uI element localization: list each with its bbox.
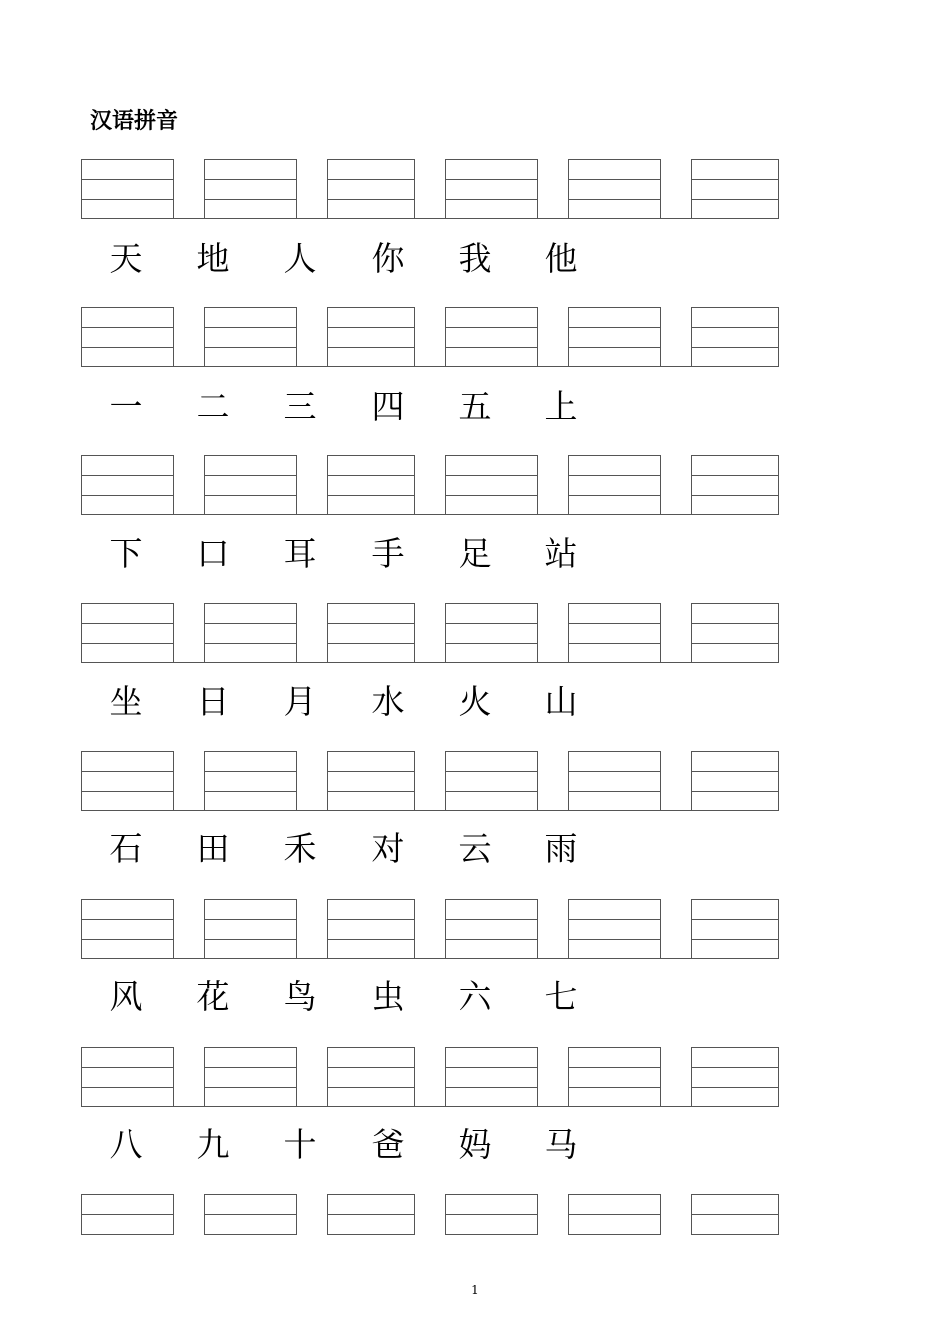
hanzi-character: 妈 [458,1125,492,1164]
box-guide-line [569,327,660,328]
hanzi-character: 十 [283,1125,317,1164]
box-guide-line [328,1087,414,1088]
hanzi-character: 人 [283,239,317,278]
hanzi-character: 对 [371,829,405,868]
box-guide-line [82,1067,173,1068]
hanzi-character: 他 [544,239,578,278]
box-guide-line [569,623,660,624]
box-guide-line [328,199,414,200]
box-guide-line [328,495,414,496]
box-guide-line [569,347,660,348]
pinyin-writing-box[interactable] [691,603,779,663]
box-guide-line [446,919,537,920]
box-guide-line [692,327,778,328]
hanzi-character: 三 [283,387,317,426]
hanzi-character: 风 [109,977,143,1016]
box-guide-line [569,771,660,772]
box-guide-line [205,919,296,920]
pinyin-grid-row [0,751,950,811]
box-guide-line [328,1214,414,1215]
box-guide-line [446,179,537,180]
pinyin-writing-box[interactable] [691,751,779,811]
hanzi-character: 田 [196,829,230,868]
box-guide-line [82,199,173,200]
pinyin-writing-box[interactable] [327,1194,415,1235]
pinyin-grid-row [0,899,950,959]
hanzi-character: 虫 [371,977,405,1016]
box-guide-line [328,1067,414,1068]
box-guide-line [205,179,296,180]
pinyin-writing-box[interactable] [81,307,174,367]
pinyin-writing-box[interactable] [81,1194,174,1235]
box-guide-line [692,771,778,772]
box-guide-line [569,1214,660,1215]
pinyin-writing-box[interactable] [81,751,174,811]
box-guide-line [692,643,778,644]
box-guide-line [446,327,537,328]
pinyin-writing-box[interactable] [81,603,174,663]
box-guide-line [82,495,173,496]
hanzi-character: 石 [109,829,143,868]
pinyin-writing-box[interactable] [445,159,538,219]
character-row [0,1122,950,1168]
box-guide-line [82,791,173,792]
hanzi-character: 站 [544,534,578,573]
box-guide-line [328,347,414,348]
pinyin-writing-box[interactable] [568,307,661,367]
box-guide-line [82,475,173,476]
box-guide-line [569,475,660,476]
hanzi-character: 二 [196,387,230,426]
box-guide-line [205,623,296,624]
hanzi-character: 四 [371,387,405,426]
hanzi-character: 爸 [371,1125,405,1164]
hanzi-character: 鸟 [283,977,317,1016]
hanzi-character: 上 [544,387,578,426]
pinyin-writing-box[interactable] [204,899,297,959]
grid-baseline [81,662,779,663]
box-guide-line [569,939,660,940]
hanzi-character: 日 [196,682,230,721]
pinyin-writing-box[interactable] [204,159,297,219]
page-number: 1 [471,1283,479,1297]
character-row [0,531,950,577]
pinyin-writing-box[interactable] [204,1194,297,1235]
grid-baseline [81,958,779,959]
box-guide-line [328,771,414,772]
pinyin-grid-row [0,159,950,219]
box-guide-line [205,495,296,496]
box-guide-line [692,1214,778,1215]
box-guide-line [328,475,414,476]
pinyin-writing-box[interactable] [568,899,661,959]
pinyin-writing-box[interactable] [568,751,661,811]
box-guide-line [446,1087,537,1088]
pinyin-writing-box[interactable] [568,1194,661,1235]
box-guide-line [692,1067,778,1068]
box-guide-line [82,347,173,348]
hanzi-character: 月 [283,682,317,721]
box-guide-line [692,475,778,476]
box-guide-line [569,495,660,496]
pinyin-writing-box[interactable] [81,1047,174,1107]
box-guide-line [446,1214,537,1215]
hanzi-character: 七 [544,977,578,1016]
box-guide-line [82,771,173,772]
hanzi-character: 六 [458,977,492,1016]
character-row [0,236,950,282]
pinyin-writing-box[interactable] [691,899,779,959]
character-row [0,826,950,872]
box-guide-line [205,791,296,792]
box-guide-line [569,199,660,200]
hanzi-character: 九 [196,1125,230,1164]
box-guide-line [569,919,660,920]
box-guide-line [328,643,414,644]
box-guide-line [692,623,778,624]
box-guide-line [82,939,173,940]
box-guide-line [328,791,414,792]
box-guide-line [446,495,537,496]
pinyin-writing-box[interactable] [691,455,779,515]
box-guide-line [692,919,778,920]
pinyin-grid-row [0,307,950,367]
box-guide-line [82,623,173,624]
box-guide-line [205,199,296,200]
box-guide-line [328,327,414,328]
hanzi-character: 一 [109,387,143,426]
hanzi-character: 水 [371,682,405,721]
pinyin-writing-box[interactable] [81,899,174,959]
hanzi-character: 禾 [283,829,317,868]
hanzi-character: 五 [458,387,492,426]
character-row [0,974,950,1020]
box-guide-line [446,623,537,624]
box-guide-line [205,771,296,772]
box-guide-line [692,199,778,200]
pinyin-writing-box[interactable] [327,455,415,515]
pinyin-writing-box[interactable] [568,455,661,515]
box-guide-line [205,475,296,476]
pinyin-writing-box[interactable] [204,455,297,515]
box-guide-line [205,1214,296,1215]
hanzi-character: 你 [371,239,405,278]
box-guide-line [569,1067,660,1068]
hanzi-character: 坐 [109,682,143,721]
box-guide-line [328,179,414,180]
grid-baseline [81,810,779,811]
box-guide-line [205,1087,296,1088]
pinyin-writing-box[interactable] [445,1194,538,1235]
hanzi-character: 下 [109,534,143,573]
hanzi-character: 口 [196,534,230,573]
box-guide-line [446,347,537,348]
pinyin-writing-box[interactable] [204,1047,297,1107]
box-guide-line [569,1087,660,1088]
pinyin-writing-box[interactable] [568,159,661,219]
pinyin-writing-box[interactable] [445,307,538,367]
box-guide-line [446,771,537,772]
grid-baseline [81,514,779,515]
pinyin-writing-box[interactable] [204,603,297,663]
hanzi-character: 山 [544,682,578,721]
box-guide-line [82,1214,173,1215]
box-guide-line [692,179,778,180]
grid-baseline [81,366,779,367]
pinyin-writing-box[interactable] [445,455,538,515]
pinyin-writing-box[interactable] [327,159,415,219]
hanzi-character: 足 [458,534,492,573]
hanzi-character: 马 [544,1125,578,1164]
box-guide-line [205,347,296,348]
box-guide-line [692,791,778,792]
pinyin-writing-box[interactable] [327,751,415,811]
pinyin-writing-box[interactable] [568,1047,661,1107]
pinyin-grid-row [0,603,950,663]
box-guide-line [446,199,537,200]
pinyin-writing-box[interactable] [204,751,297,811]
hanzi-character: 耳 [283,534,317,573]
box-guide-line [446,791,537,792]
page-title: 汉语拼音 [90,109,179,134]
hanzi-character: 云 [458,829,492,868]
hanzi-character: 地 [196,239,230,278]
box-guide-line [569,179,660,180]
pinyin-grid-row [0,455,950,515]
box-guide-line [692,495,778,496]
hanzi-character: 我 [458,239,492,278]
box-guide-line [82,919,173,920]
pinyin-writing-box[interactable] [691,307,779,367]
pinyin-writing-box[interactable] [204,307,297,367]
pinyin-grid-row [0,1047,950,1107]
hanzi-character: 火 [458,682,492,721]
box-guide-line [446,939,537,940]
pinyin-grid-row [0,1194,950,1254]
pinyin-writing-box[interactable] [327,1047,415,1107]
pinyin-writing-box[interactable] [568,603,661,663]
box-guide-line [692,939,778,940]
pinyin-writing-box[interactable] [327,899,415,959]
grid-baseline [81,1106,779,1107]
box-guide-line [446,643,537,644]
pinyin-writing-box[interactable] [81,159,174,219]
box-guide-line [82,179,173,180]
hanzi-character: 八 [109,1125,143,1164]
pinyin-writing-box[interactable] [327,603,415,663]
box-guide-line [205,327,296,328]
hanzi-character: 雨 [544,829,578,868]
character-row [0,679,950,725]
box-guide-line [328,939,414,940]
pinyin-writing-box[interactable] [445,603,538,663]
box-guide-line [82,327,173,328]
hanzi-character: 手 [371,534,405,573]
box-guide-line [446,1067,537,1068]
box-guide-line [328,919,414,920]
pinyin-writing-box[interactable] [691,1194,779,1235]
box-guide-line [692,347,778,348]
pinyin-writing-box[interactable] [691,1047,779,1107]
box-guide-line [82,643,173,644]
character-row [0,384,950,430]
box-guide-line [569,643,660,644]
box-guide-line [328,623,414,624]
pinyin-writing-box[interactable] [327,307,415,367]
hanzi-character: 天 [109,239,143,278]
grid-baseline [81,218,779,219]
pinyin-writing-box[interactable] [445,1047,538,1107]
hanzi-character: 花 [196,977,230,1016]
box-guide-line [82,1087,173,1088]
box-guide-line [446,475,537,476]
pinyin-writing-box[interactable] [445,751,538,811]
pinyin-writing-box[interactable] [445,899,538,959]
box-guide-line [569,791,660,792]
box-guide-line [205,1067,296,1068]
box-guide-line [692,1087,778,1088]
box-guide-line [205,643,296,644]
pinyin-writing-box[interactable] [81,455,174,515]
box-guide-line [205,939,296,940]
pinyin-writing-box[interactable] [691,159,779,219]
